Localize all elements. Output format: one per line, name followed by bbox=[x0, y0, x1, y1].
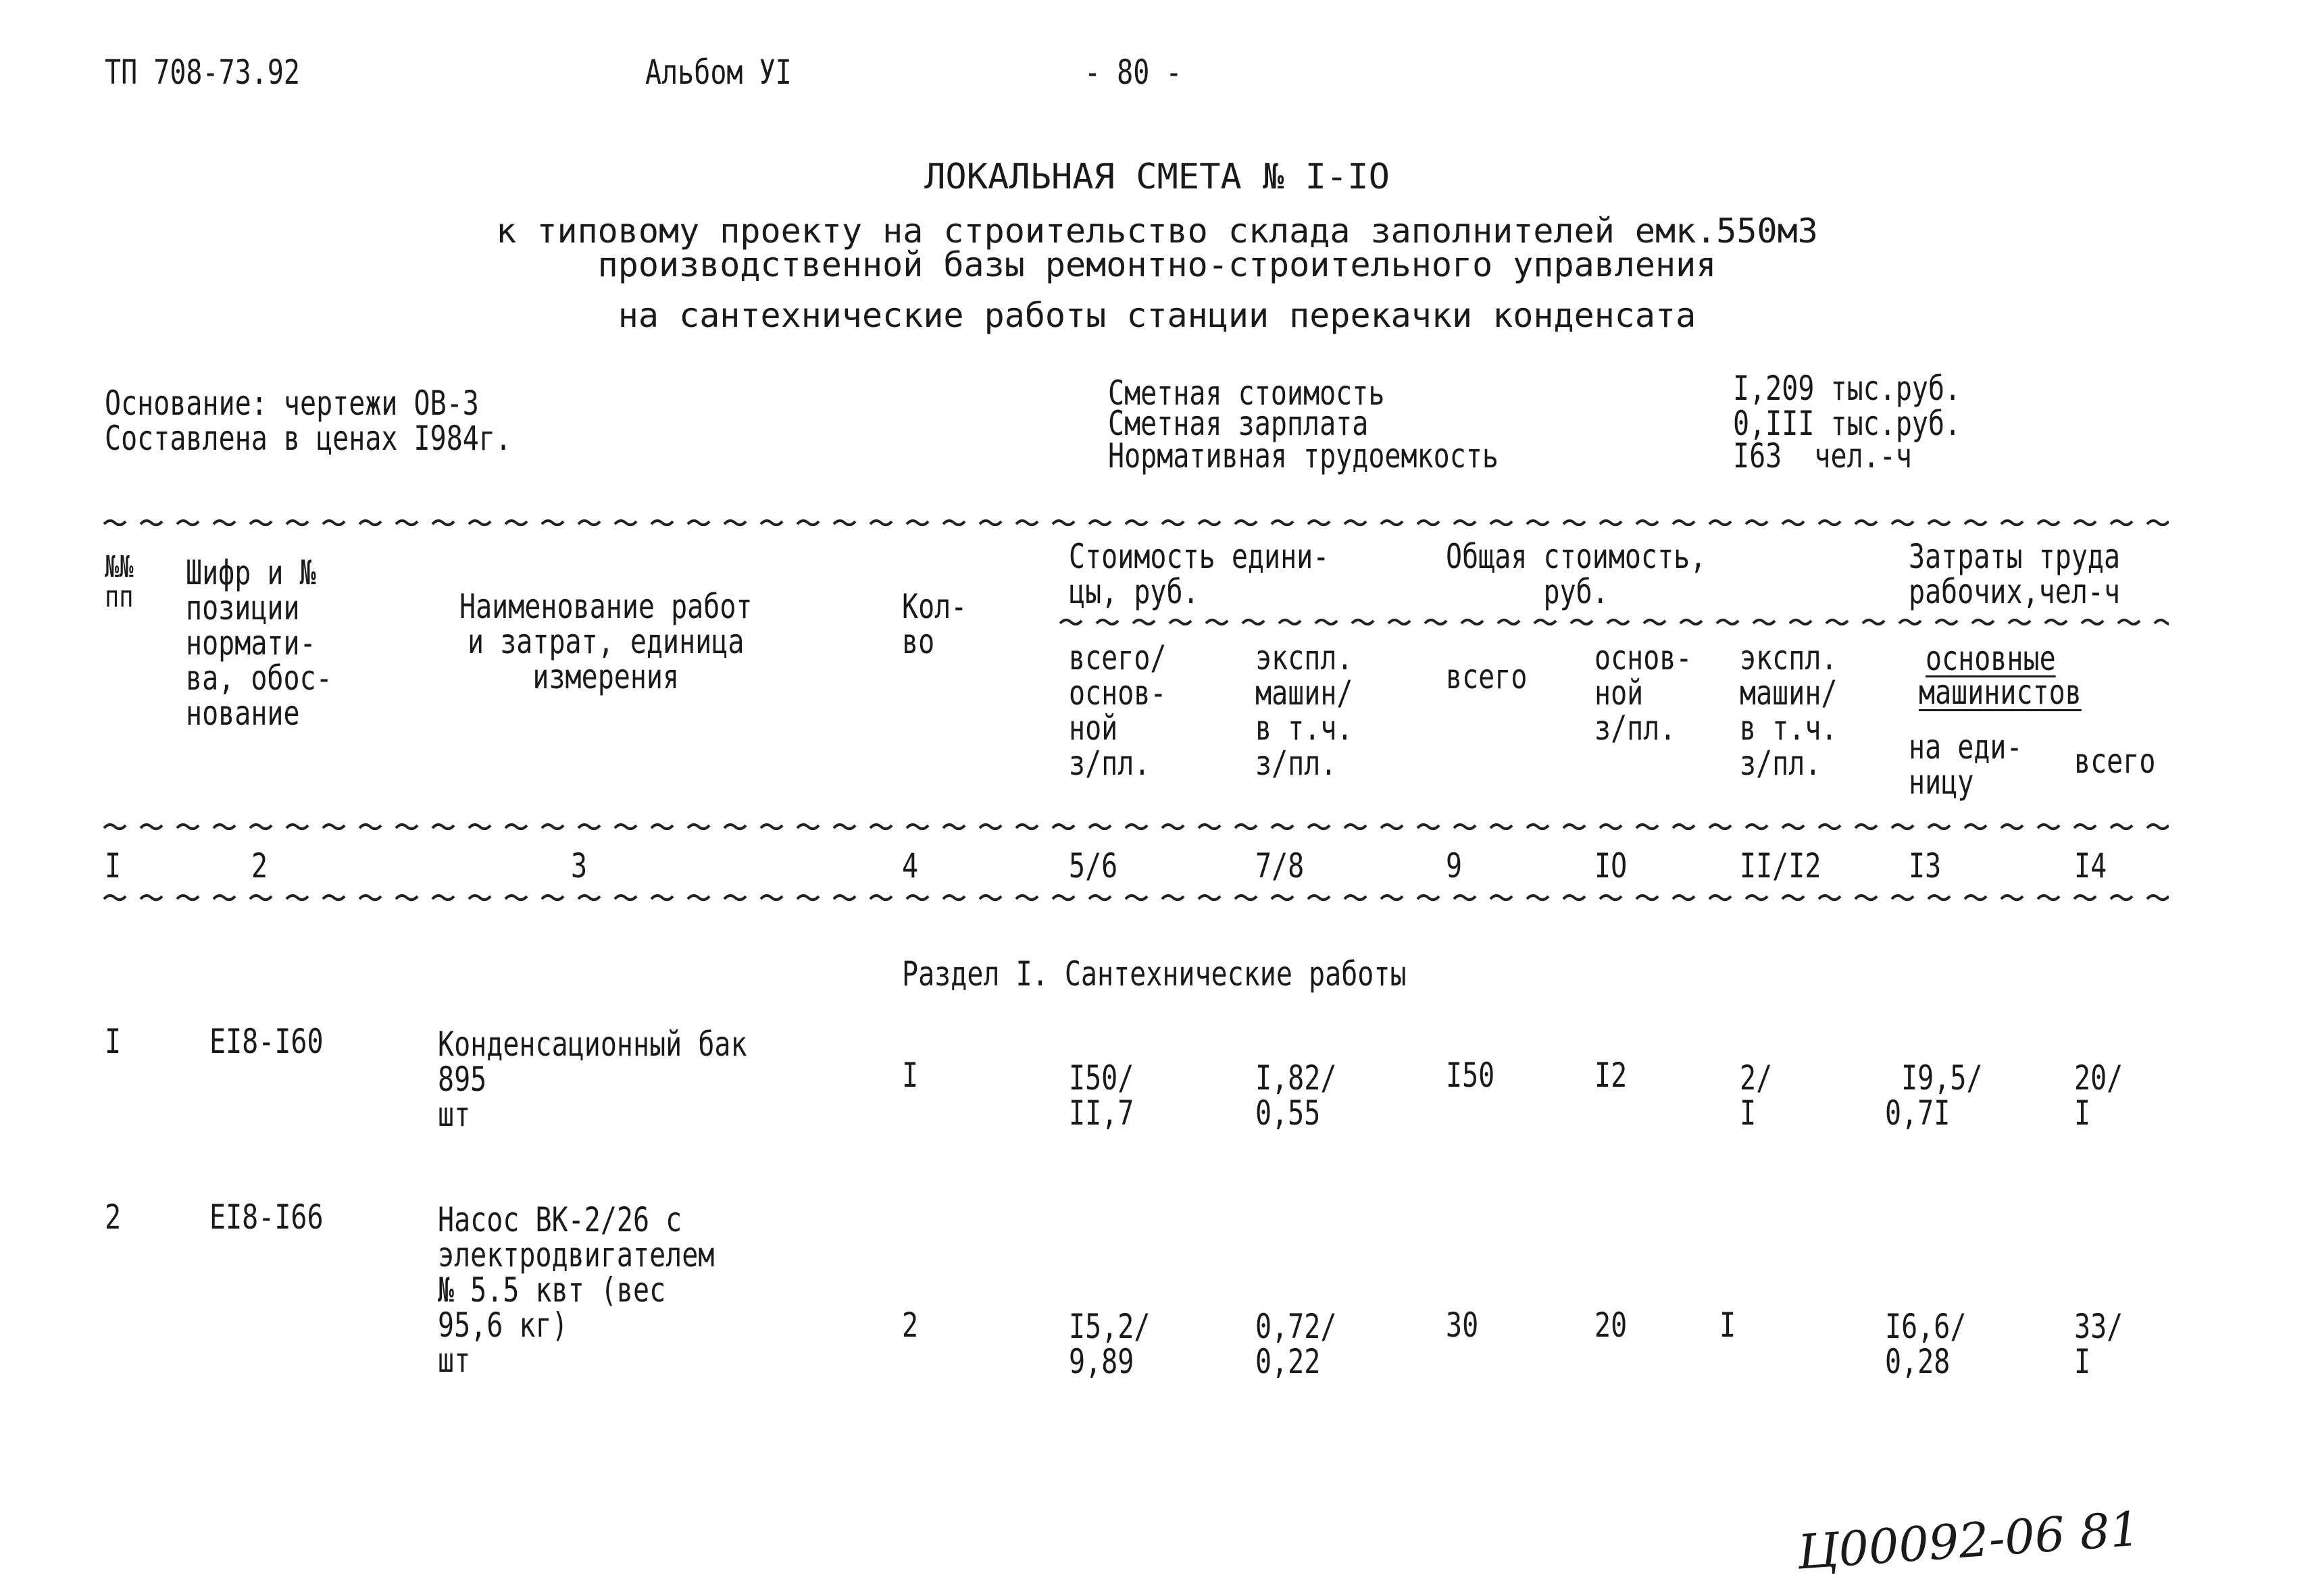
title-line-base: производственной базы ремонтно-строительного управления bbox=[597, 245, 1717, 284]
row-1-num: I bbox=[105, 1022, 122, 1061]
header-unit-total: всего/ основ- ной з/пл. bbox=[1069, 638, 1167, 783]
row-1-code: EI8-I60 bbox=[209, 1022, 324, 1061]
title-line-works: на сантехнические работы станции перекачки конденсата bbox=[618, 296, 1696, 335]
colnum-2: 2 bbox=[251, 846, 268, 885]
colnum-13: I3 bbox=[1909, 846, 1942, 885]
section-title: Раздел I. Сантехнические работы bbox=[902, 954, 1407, 994]
header-total-all: всего bbox=[1446, 657, 1528, 696]
basis-drawings: Основание: чертежи ОВ-3 bbox=[105, 384, 479, 423]
summary-labor-value: I63 чел.-ч bbox=[1733, 436, 1912, 475]
row-2-code: EI8-I66 bbox=[209, 1198, 324, 1237]
basis-prices: Составлена в ценах I984г. bbox=[105, 419, 512, 458]
colnum-11-12: II/I2 bbox=[1740, 846, 1821, 885]
separator-header-bottom bbox=[101, 821, 2169, 831]
summary-cost-label: Сметная стоимость bbox=[1108, 374, 1385, 413]
row-1-labor-unit: I9,5/ 0,7I bbox=[1885, 1058, 1983, 1133]
title-line-project: к типовому проекту на строительство склада заполнителей емк.550м3 bbox=[496, 211, 1818, 251]
page-number: - 80 - bbox=[1084, 53, 1182, 92]
header-unit-mach: экспл. машин/ в т.ч. з/пл. bbox=[1255, 638, 1353, 783]
row-2-unit-total: I5,2/ 9,89 bbox=[1069, 1307, 1151, 1381]
header-labor-total: всего bbox=[2074, 742, 2156, 781]
row-1-mach: 2/ I bbox=[1740, 1058, 1773, 1133]
row-2-total: 30 bbox=[1446, 1306, 1479, 1345]
header-col-name: Наименование работ и затрат, единица измерения bbox=[459, 587, 753, 696]
header-labor: Затраты труда рабочих,чел-ч bbox=[1909, 537, 2121, 611]
row-1-labor-total: 20/ I bbox=[2074, 1058, 2123, 1133]
header-labor-mach: машинистов bbox=[1919, 673, 2082, 712]
row-1-total: I50 bbox=[1446, 1056, 1495, 1095]
row-1-name: Конденсационный бак 895 шт bbox=[438, 1025, 747, 1134]
row-1-unit-total: I50/ II,7 bbox=[1069, 1058, 1134, 1133]
row-2-labor-unit: I6,6/ 0,28 bbox=[1885, 1307, 1967, 1381]
summary-wage-value: 0,III тыс.руб. bbox=[1733, 404, 1961, 443]
colnum-3: 3 bbox=[571, 846, 588, 885]
row-2-labor-total: 33/ I bbox=[2074, 1307, 2123, 1381]
row-2-base: 20 bbox=[1594, 1306, 1628, 1345]
separator-subheader bbox=[1057, 616, 2169, 627]
separator-top bbox=[101, 517, 2169, 527]
row-2-name: Насос ВК-2/26 с электродвигателем № 5.5 квт (вес 95,6 кг) шт bbox=[438, 1200, 715, 1380]
row-2-unit-mach: 0,72/ 0,22 bbox=[1255, 1307, 1337, 1381]
summary-cost-value: I,209 тыс.руб. bbox=[1733, 369, 1961, 408]
colnum-5-6: 5/6 bbox=[1069, 846, 1118, 885]
header-col-qty: Кол- во bbox=[902, 587, 967, 661]
header-total-cost: Общая стоимость, руб. bbox=[1446, 537, 1707, 611]
header-col-code: Шифр и № позиции нормати- ва, обос- нование bbox=[186, 553, 332, 733]
handwritten-note: Ц00092-06 81 bbox=[1795, 1501, 2142, 1580]
header-unit-cost: Стоимость едини- цы, руб. bbox=[1069, 537, 1330, 611]
colnum-1: I bbox=[105, 846, 122, 885]
summary-labor-label: Нормативная трудоемкость bbox=[1108, 436, 1499, 475]
header-col-num: №№ пп bbox=[105, 550, 134, 614]
summary-wage-label: Сметная зарплата bbox=[1108, 404, 1369, 443]
colnum-9: 9 bbox=[1446, 846, 1463, 885]
colnum-7-8: 7/8 bbox=[1255, 846, 1305, 885]
doc-code: ТП 708-73.92 bbox=[105, 53, 300, 92]
colnum-4: 4 bbox=[902, 846, 919, 885]
album-label: Альбом УI bbox=[645, 53, 792, 92]
row-1-base: I2 bbox=[1594, 1056, 1628, 1095]
separator-numbers-bottom bbox=[101, 892, 2169, 902]
header-labor-unit: на еди- ницу bbox=[1909, 727, 2023, 802]
row-2-mach: I bbox=[1719, 1306, 1736, 1345]
header-total-mach: экспл. машин/ в т.ч. з/пл. bbox=[1740, 638, 1838, 783]
row-2-num: 2 bbox=[105, 1198, 122, 1237]
estimate-title: ЛОКАЛЬНАЯ СМЕТА № I-IO bbox=[924, 157, 1390, 197]
header-total-base: основ- ной з/пл. bbox=[1594, 638, 1692, 748]
row-2-qty: 2 bbox=[902, 1306, 919, 1345]
colnum-10: IO bbox=[1594, 846, 1628, 885]
colnum-14: I4 bbox=[2074, 846, 2107, 885]
row-1-unit-mach: I,82/ 0,55 bbox=[1255, 1058, 1337, 1133]
row-1-qty: I bbox=[902, 1056, 919, 1095]
header-labor-main: основные bbox=[1926, 639, 2056, 678]
